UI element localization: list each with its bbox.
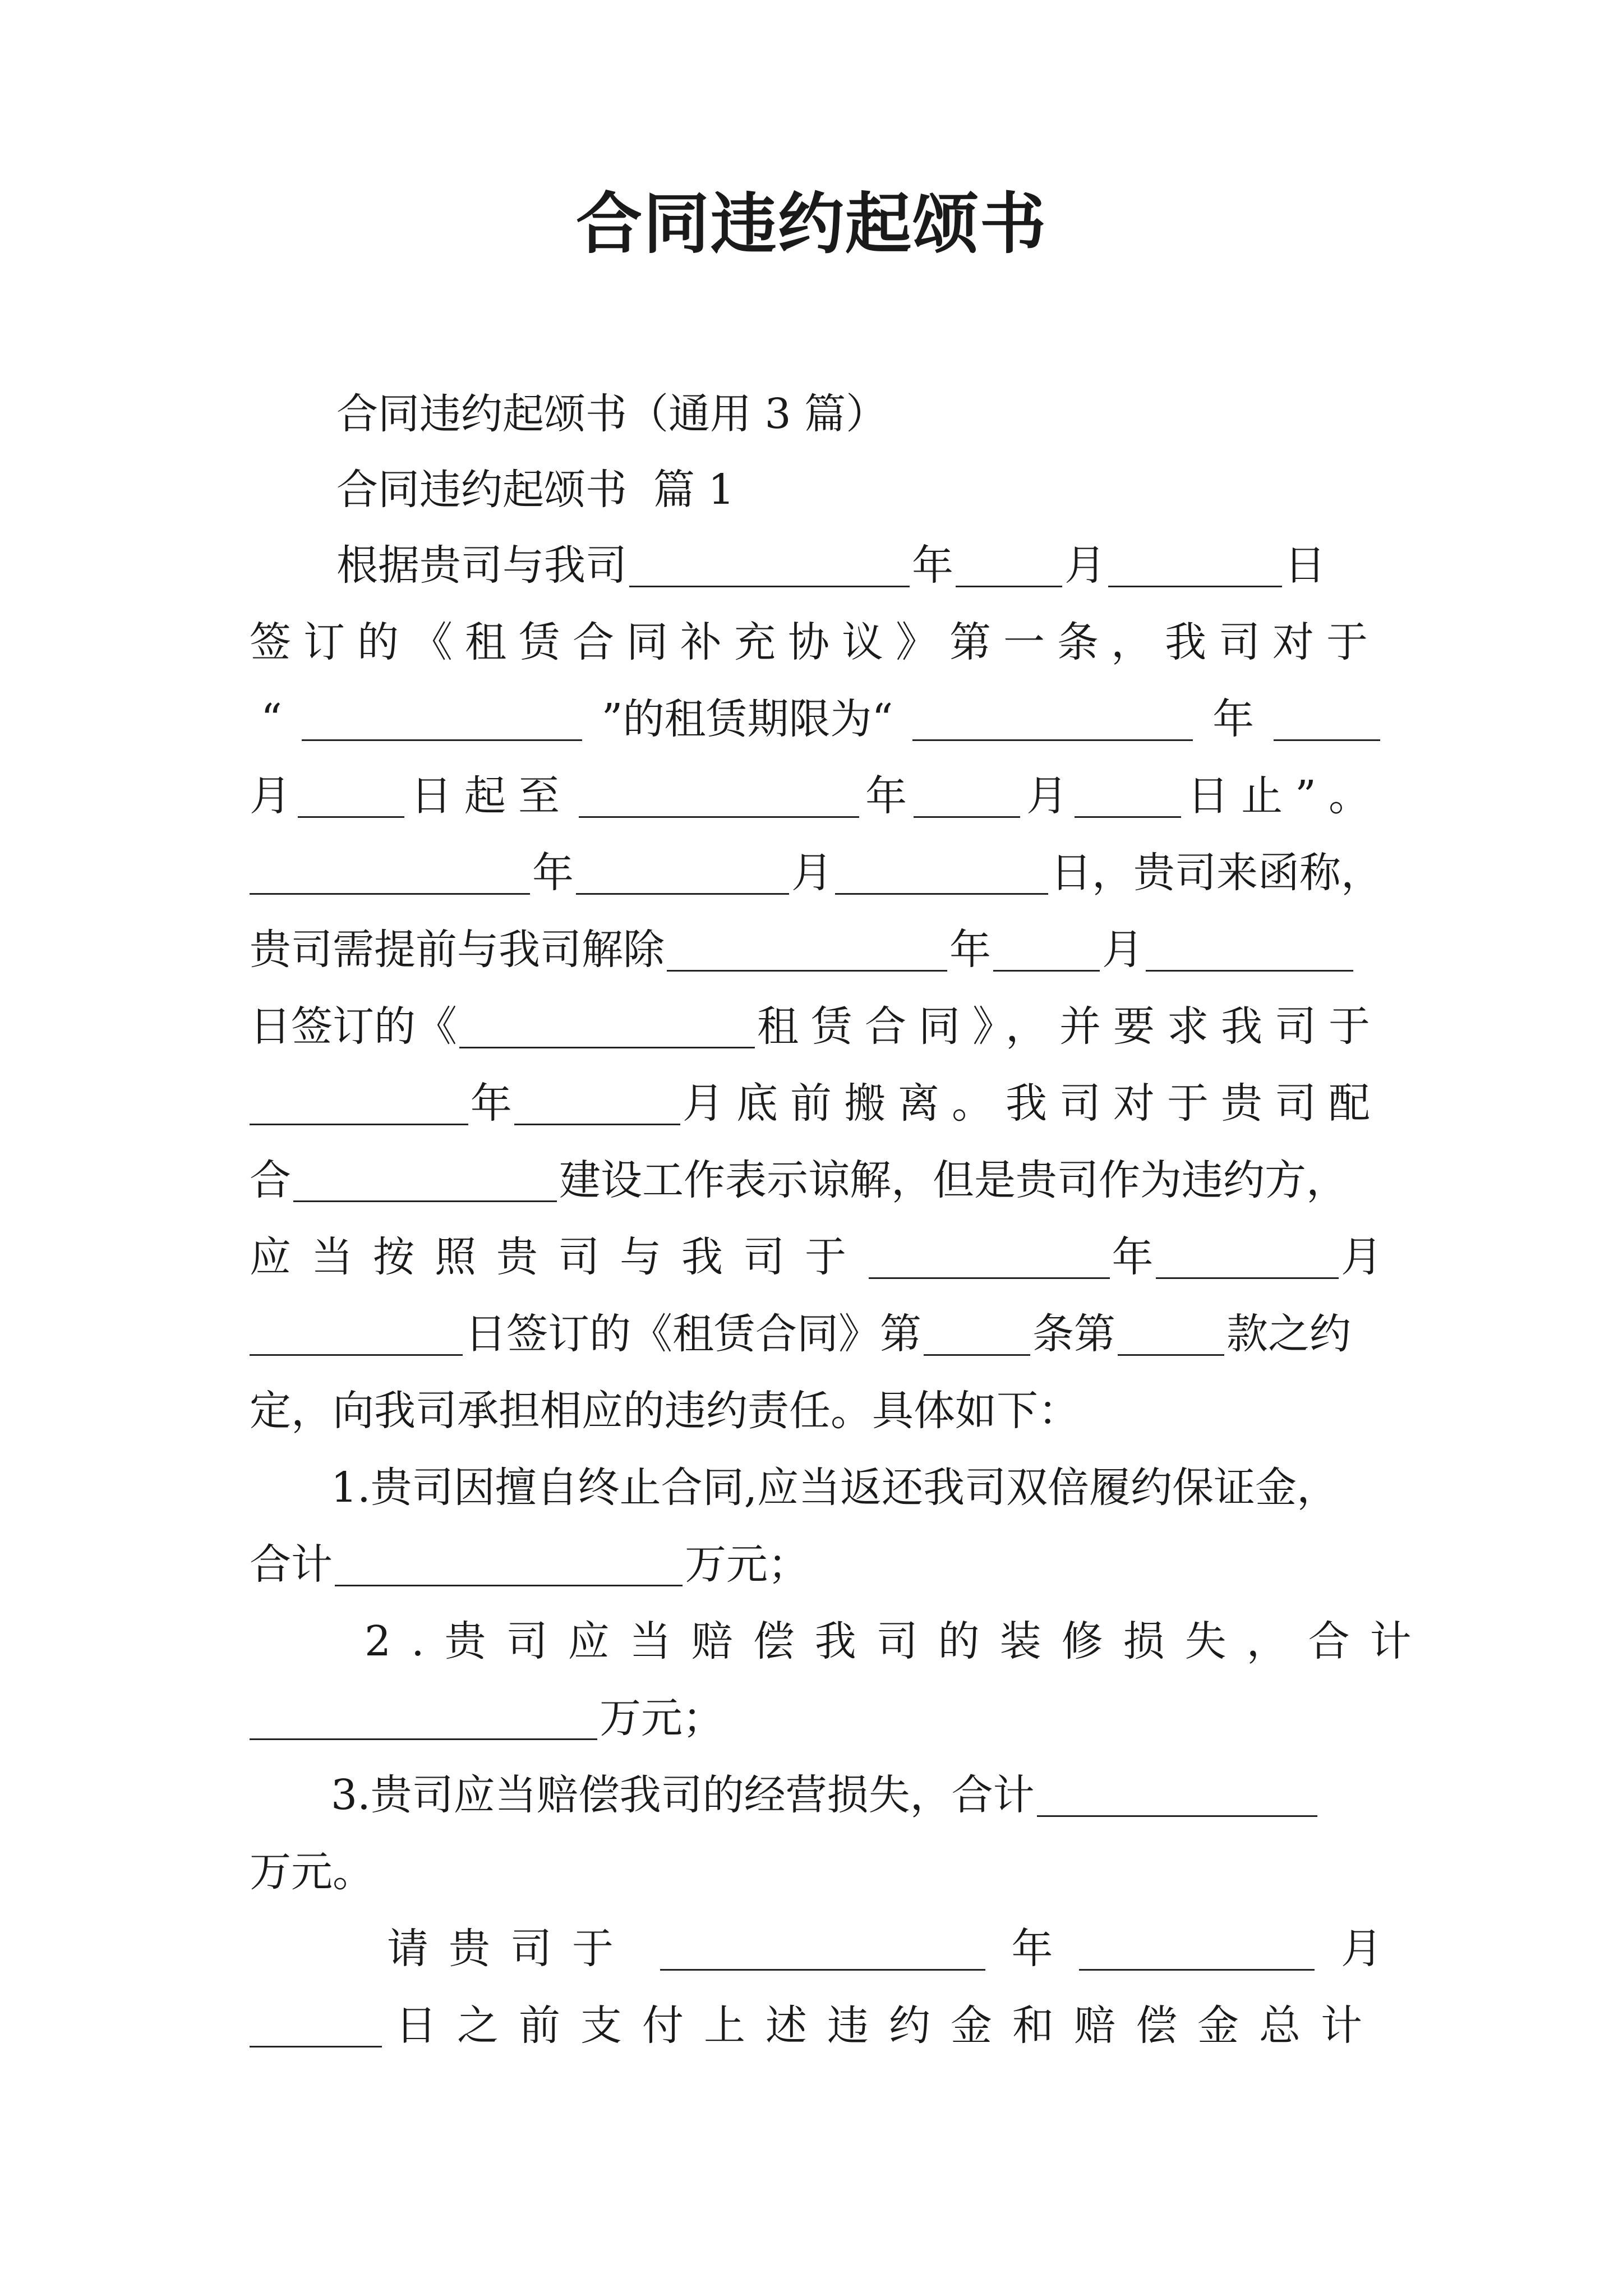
text-run: 请贵司于	[387, 1925, 634, 1973]
fill-blank[interactable]	[335, 1543, 683, 1586]
text-run: 合	[250, 1156, 291, 1204]
fill-blank[interactable]	[1108, 544, 1282, 587]
fill-blank[interactable]	[298, 775, 404, 818]
document-title: 合同违约起颂书	[575, 185, 1047, 263]
list-item-continuation	[250, 1680, 1382, 1757]
paragraph-line	[250, 1142, 1382, 1219]
list-item-continuation	[250, 1526, 1382, 1603]
text-run: 条第	[1032, 1310, 1115, 1358]
text-run: 日	[1284, 541, 1326, 590]
text-run: 年	[865, 772, 907, 820]
text-run: 2.贵司应当赔偿我司的装修损失，合计	[365, 1617, 1432, 1665]
text-run: 月	[1026, 772, 1068, 820]
fill-blank[interactable]	[250, 1697, 597, 1740]
text-run: 年	[1011, 1925, 1053, 1973]
paragraph-line	[250, 912, 1382, 988]
fill-blank[interactable]	[250, 852, 530, 895]
fill-blank[interactable]	[250, 1313, 463, 1356]
text-run: 月	[1102, 926, 1144, 974]
section-heading: 合同违约起颂书 篇 1	[336, 466, 735, 514]
fill-blank[interactable]	[914, 775, 1020, 818]
paragraph-line	[250, 1065, 1382, 1142]
text-run: 月底前搬离。我司对于贵司配	[683, 1079, 1382, 1128]
fill-blank[interactable]	[1079, 1927, 1315, 1971]
fill-blank[interactable]	[1156, 1236, 1339, 1279]
fill-blank[interactable]	[459, 1005, 755, 1048]
list-item-continuation	[250, 1834, 1382, 1911]
text-run: 日签订的《	[250, 1002, 457, 1051]
text-run: 建设工作表示谅解，但是贵司作为违约方，	[559, 1156, 1348, 1204]
text-run: 年	[949, 926, 991, 974]
text-run: 1.贵司因擅自终止合同,应当返还我司双倍履约保证金，	[331, 1464, 1339, 1512]
text-run: 合计	[250, 1540, 333, 1589]
text-run: 签订的《租赁合同补充协议》第一条，我司对于	[250, 618, 1380, 666]
text-run: 年	[470, 1079, 512, 1128]
text-run: 万元；	[685, 1540, 809, 1589]
paragraph-line	[250, 835, 1382, 912]
text-run: 万元。	[250, 1848, 374, 1896]
fill-blank[interactable]	[924, 1313, 1030, 1356]
list-item	[250, 1603, 1432, 1680]
fill-blank[interactable]	[835, 852, 1048, 895]
text-run: 贵司需提前与我司解除	[250, 926, 665, 974]
text-run: 月	[1341, 1233, 1382, 1281]
fill-blank[interactable]	[869, 1236, 1110, 1279]
fill-blank[interactable]	[1075, 775, 1181, 818]
subtitle-line	[250, 376, 1382, 453]
text-run: 款之约	[1227, 1310, 1351, 1358]
text-run: “	[261, 695, 282, 743]
text-run: 日止”。	[1187, 772, 1382, 820]
fill-blank[interactable]	[1037, 1774, 1317, 1817]
paragraph-line	[250, 1373, 1382, 1450]
fill-blank[interactable]	[1118, 1313, 1224, 1356]
fill-blank[interactable]	[250, 1082, 468, 1125]
text-run: 月	[250, 772, 291, 820]
fill-blank[interactable]	[660, 1927, 985, 1971]
paragraph-line	[250, 681, 1382, 758]
text-run: 月	[1341, 1925, 1382, 1973]
text-run: 租赁合同》，并要求我司于	[757, 1002, 1382, 1051]
paragraph-line	[250, 758, 1382, 835]
paragraph-line	[250, 527, 1382, 604]
fill-blank[interactable]	[912, 698, 1193, 741]
fill-blank[interactable]	[667, 928, 947, 972]
text-run: 应当按照贵司与我司于	[250, 1233, 866, 1281]
text-run: 日签订的《租赁合同》第	[465, 1310, 921, 1358]
text-run: ”的租赁期限为“	[601, 695, 893, 743]
fill-blank[interactable]	[250, 2004, 382, 2047]
list-item	[250, 1450, 1382, 1526]
fill-blank[interactable]	[293, 1159, 557, 1202]
section-heading-line	[250, 452, 1382, 528]
fill-blank[interactable]	[956, 544, 1062, 587]
closing-line	[250, 1987, 1382, 2064]
text-run: 年	[1112, 1233, 1154, 1281]
paragraph-line	[250, 988, 1382, 1065]
fill-blank[interactable]	[576, 852, 789, 895]
fill-blank[interactable]	[993, 928, 1100, 972]
text-run: 年	[532, 849, 574, 897]
closing-line	[250, 1911, 1382, 1987]
text-run: 定，向我司承担相应的违约责任。具体如下：	[250, 1387, 1080, 1435]
fill-blank[interactable]	[1274, 698, 1380, 741]
text-run: 年	[1212, 695, 1255, 743]
text-run: 万元；	[600, 1694, 724, 1742]
paragraph-line	[250, 1219, 1382, 1296]
text-run: 日之前支付上述违约金和赔偿金总计	[395, 2001, 1382, 2050]
fill-blank[interactable]	[579, 775, 859, 818]
fill-blank[interactable]	[629, 544, 910, 587]
paragraph-line	[250, 604, 1382, 681]
paragraph-line	[250, 1296, 1382, 1373]
fill-blank[interactable]	[302, 698, 582, 741]
text-run: 月	[791, 849, 833, 897]
text-run: 年	[912, 541, 953, 590]
text-run: 日起至	[411, 772, 573, 820]
text-run: 月	[1064, 541, 1106, 590]
text-run: 日，贵司来函称，	[1050, 849, 1382, 897]
fill-blank[interactable]	[514, 1082, 680, 1125]
fill-blank[interactable]	[1146, 928, 1353, 972]
text-run: 根据贵司与我司	[336, 541, 627, 590]
list-item	[250, 1757, 1382, 1834]
subtitle: 合同违约起颂书（通用 3 篇）	[336, 390, 888, 438]
text-run: 3.贵司应当赔偿我司的经营损失，合计	[331, 1771, 1035, 1819]
